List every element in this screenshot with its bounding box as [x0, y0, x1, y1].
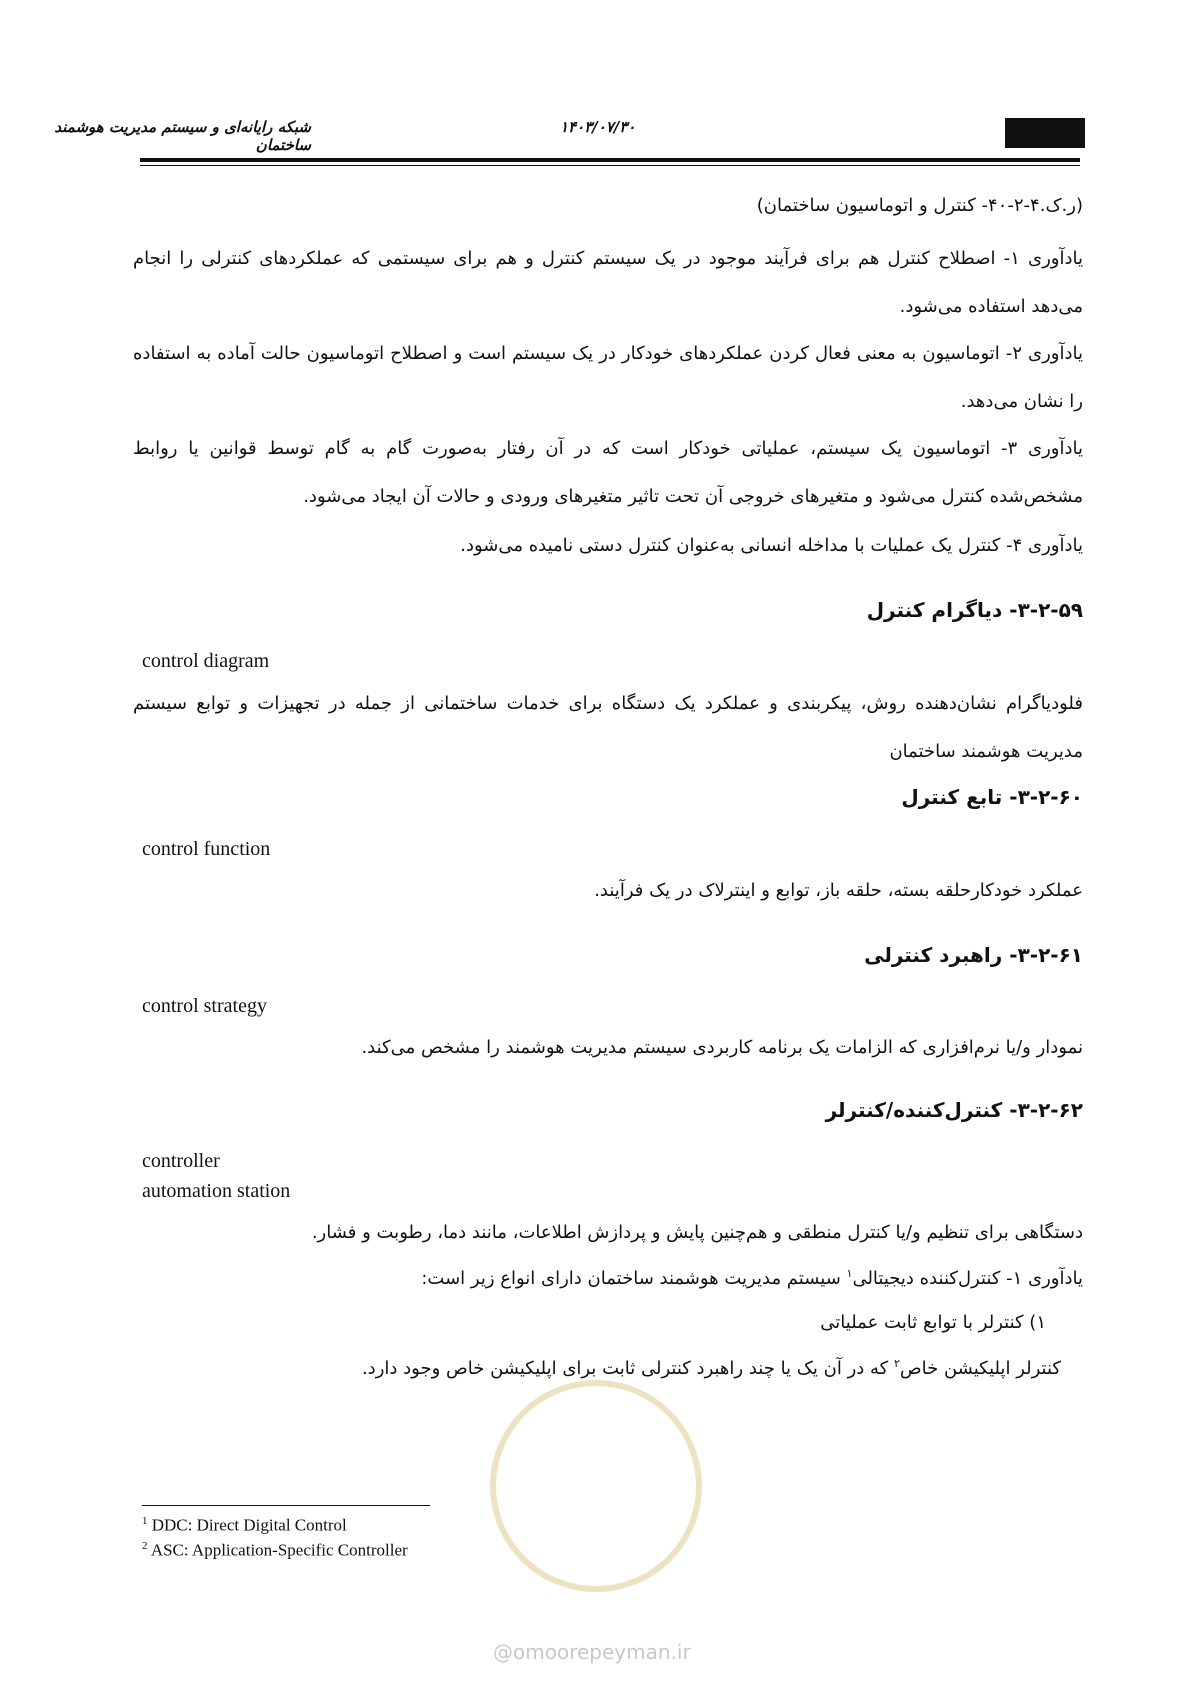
note-text: سیستم مدیریت هوشمند ساختمان دارای انواع زیر است:	[421, 1268, 847, 1289]
running-header-title: شبکه رایانه‌ای و سیستم مدیریت هوشمند ساختمان	[54, 118, 311, 154]
footnote-2	[142, 1540, 408, 1561]
section-heading: ۳-۲-۵۹- دیاگرام کنترل	[866, 598, 1083, 622]
footnote-1	[142, 1515, 347, 1536]
footnote-ref: ۱	[846, 1267, 853, 1280]
definition: دستگاهی برای تنظیم و/یا کنترل منطقی و هم‌چنین پایش و پردازش اطلاعات، مانند دما، رطوبت و فشار.	[311, 1222, 1083, 1243]
note-digital-controller	[421, 1267, 1083, 1289]
watermark-seal	[490, 1380, 702, 1592]
definition: نمودار و/یا نرم‌افزاری که الزامات یک برنامه کاربردی سیستم مدیریت هوشمند را مشخص می‌کند.	[361, 1037, 1083, 1058]
section-heading: ۳-۲-۶۲- کنترل‌کننده/کنترلر	[825, 1098, 1083, 1122]
note-2: یادآوری ۲- اتوماسیون به معنی فعال کردن عملکردهای خودکار در یک سیستم است و اصطلاح اتوماسیون حالت آماده به استفاده را نشان می‌دهد.	[133, 343, 1083, 412]
english-term: control function	[142, 838, 271, 860]
footnote-num: 1	[142, 1515, 148, 1527]
footnote-text: DDC: Direct Digital Control	[151, 1515, 347, 1535]
english-term: control diagram	[142, 650, 270, 672]
note-3: یادآوری ۳- اتوماسیون یک سیستم، عملیاتی خودکار است که در آن رفتار به‌صورت گام به گام توسط قوانین یا روابط مشخص‌شده کنترل می‌شود و متغیرهای خروجی آن تحت تاثیر متغیرهای ورودی و حالات آن ایجاد می‌شود.	[133, 438, 1083, 507]
definition: فلودیاگرام نشان‌دهنده روش، پیکربندی و عملکرد یک دستگاه برای خدمات ساختمانی از جمله در تجهیزات و توابع سیستم مدیریت هوشمند ساختمان	[133, 693, 1083, 762]
english-term: controller	[142, 1150, 220, 1172]
footnote-num: 2	[142, 1540, 148, 1552]
footnote-rule	[142, 1505, 430, 1506]
header-rule-thin	[140, 165, 1080, 166]
reference-line: (ر.ک.۴-۲-۴۰- کنترل و اتوماسیون ساختمان)	[756, 195, 1083, 216]
page-number-box	[1005, 118, 1085, 148]
list-item-desc	[362, 1357, 1061, 1379]
footnote-text: ASC: Application-Specific Controller	[150, 1540, 408, 1560]
header-rule	[140, 158, 1080, 162]
section-heading: ۳-۲-۶۱- راهبرد کنترلی	[864, 943, 1083, 967]
desc-text: کنترلر اپلیکیشن خاص	[899, 1358, 1061, 1379]
note-text: یادآوری ۱- کنترل‌کننده دیجیتالی	[852, 1268, 1083, 1289]
watermark-url: @omoorepeyman.ir	[493, 1640, 691, 1664]
english-term-alt: automation station	[142, 1180, 291, 1202]
note-4: یادآوری ۴- کنترل یک عملیات با مداخله انسانی به‌عنوان کنترل دستی نامیده می‌شود.	[460, 535, 1083, 556]
footnote-ref: ۲	[893, 1357, 900, 1370]
desc-text: که در آن یک یا چند راهبرد کنترلی ثابت برای اپلیکیشن خاص وجود دارد.	[361, 1358, 894, 1379]
definition: عملکرد خودکارحلقه بسته، حلقه باز، توابع و اینترلاک در یک فرآیند.	[594, 880, 1083, 901]
note-1: یادآوری ۱- اصطلاح کنترل هم برای فرآیند موجود در یک سیستم کنترل و هم برای سیستمی که عملکردهای کنترلی را انجام می‌دهد استفاده می‌شود.	[133, 248, 1083, 317]
list-item: ۱) کنترلر با توابع ثابت عملیاتی	[820, 1312, 1046, 1333]
section-heading: ۳-۲-۶۰- تابع کنترل	[901, 785, 1083, 809]
running-header-date: ۱۴۰۳/۰۷/۳۰	[560, 118, 636, 136]
english-term: control strategy	[142, 995, 267, 1017]
